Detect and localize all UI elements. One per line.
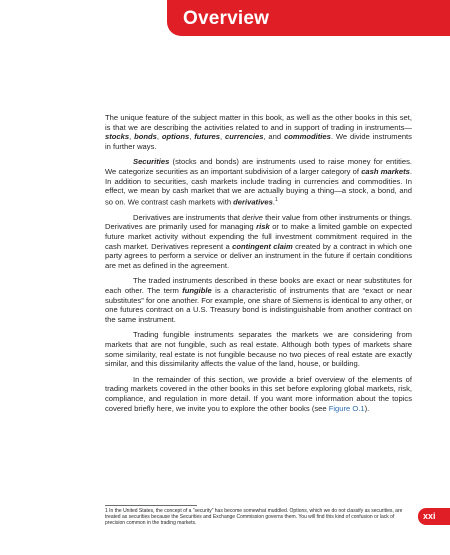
page-number: xxi: [423, 511, 436, 521]
paragraph-3: [105, 213, 412, 271]
paragraph-5: Trading fungible instruments separates the markets we are considering from markets that are not fungible, such as real estate. Although both types of markets share some similarity, real estate is not fungible because no two pieces of real estate are exactly similar, and this dissimilarity affects the value of the land, house, or building.: [105, 330, 412, 369]
text: The traded instruments described in these books are exact or near substitutes for each other. The term: [105, 276, 412, 296]
term-stocks: stocks: [105, 132, 130, 142]
term-securities: Securities: [133, 157, 170, 167]
text: . We divide instruments in further ways.: [105, 132, 412, 151]
term-derivatives: derivatives: [233, 197, 273, 207]
text: ).: [364, 403, 370, 413]
body-text: [105, 113, 412, 419]
footnote: 1 In the United States, the concept of a “security” has become somewhat muddled. Options, which we do not classify as securities, are treated as securities because the Securities and Exchange Commission governs them. You will find this kind of confusion or lack of precision common in the trading markets.: [105, 508, 403, 526]
paragraph-4: [105, 276, 412, 324]
separator: ,: [220, 132, 226, 142]
term-futures: futures: [194, 132, 221, 142]
text: The unique feature of the subject matter in this book, as well as the other books in this set, is that we are describing the activities related to and in support of trading in instruments—: [105, 113, 412, 132]
text: (stocks and bonds) are instruments used to raise money for entities. We categorize securities as an important subdivision of a larger category of: [105, 157, 412, 176]
separator: ,: [156, 132, 162, 142]
footnote-divider: [105, 505, 197, 506]
term-cash-markets: cash markets: [361, 166, 410, 176]
term-contingent-claim: contingent claim: [232, 241, 293, 251]
term-bonds: bonds: [134, 132, 157, 142]
term-risk: risk: [256, 222, 270, 232]
term-derive: derive: [242, 212, 263, 222]
figure-link[interactable]: Figure O.1: [328, 403, 365, 413]
text: created by a contract in which one party agrees to perform a service or deliver an instrument in the future if certain conditions are met as defined in the agreement.: [105, 241, 412, 270]
term-options: options: [161, 132, 190, 142]
page-title: Overview: [183, 8, 270, 29]
term-fungible: fungible: [182, 286, 212, 296]
term-currencies: currencies: [225, 132, 264, 142]
text: their value from other instruments or things. Derivatives are primarily used for managing: [105, 212, 412, 232]
text: Derivatives are instruments that: [133, 212, 243, 222]
footnote-ref[interactable]: 1: [274, 196, 278, 203]
separator: , and: [263, 132, 284, 142]
text: is a characteristic of instruments that are “exact or near substitutes” for one another. For example, one share of Siemens is identical to any other, or one futures contract on a U.S. Treasury bond is indistinguishable from another contract on the same instrument.: [105, 286, 413, 324]
text: .: [272, 197, 275, 207]
text: In the remainder of this section, we provide a brief overview of the elements of trading markets covered in the other books in this set before exploring global markets, risk, compliance, and regulation in more detail. If you want more information about the topics covered briefly here, we invite you to explore the other books (see: [105, 374, 412, 413]
text: or to make a limited gamble on expected future market activity without expending the full investment commitment required in the cash market. Derivatives represent a: [105, 222, 412, 251]
text: . In addition to securities, cash markets include trading in currencies and commodities. In effect, we mean by cash market that we are actually buying a thing—a stock, a bond, and so on. We contrast cash markets with: [105, 166, 412, 207]
paragraph-6: [105, 375, 412, 413]
paragraph-1: [105, 113, 412, 151]
separator: ,: [129, 132, 135, 142]
term-commodities: commodities: [284, 132, 331, 142]
separator: ,: [189, 132, 195, 142]
paragraph-2: [105, 157, 412, 207]
